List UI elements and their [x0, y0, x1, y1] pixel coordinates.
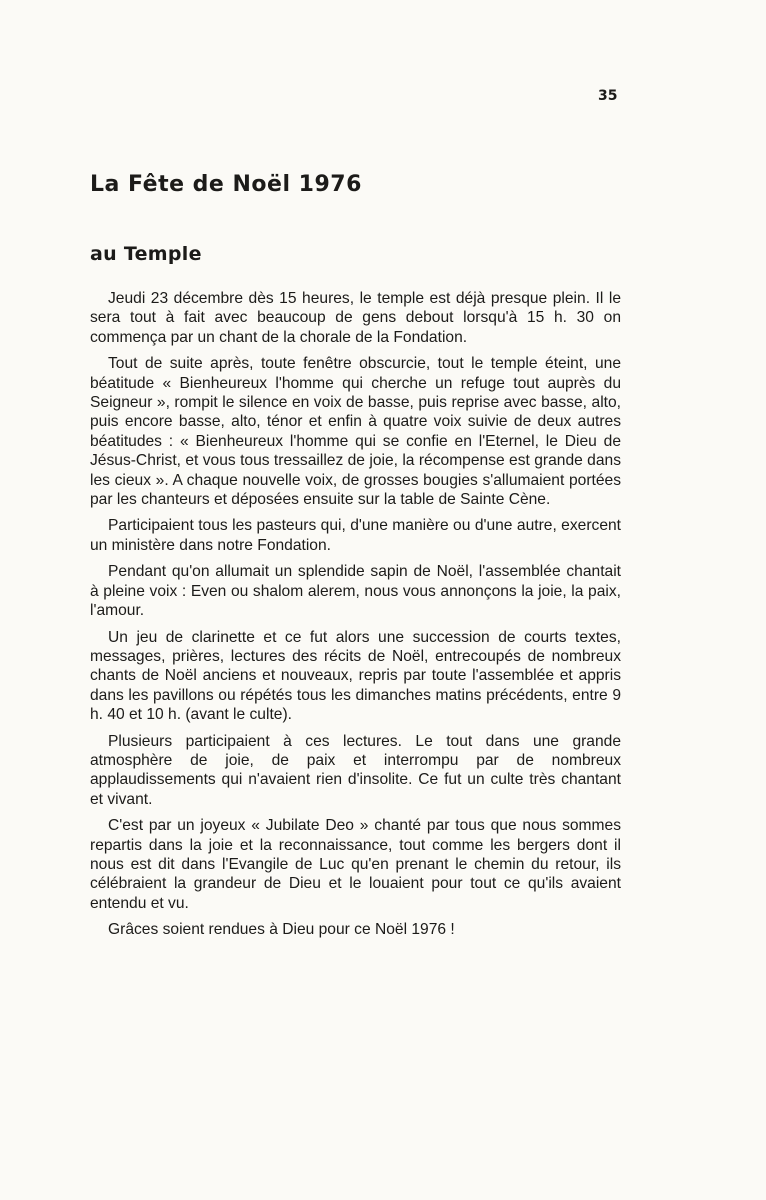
- paragraph: Participaient tous les pasteurs qui, d'une manière ou d'une autre, exercent un ministère dans notre Fondation.: [90, 517, 621, 554]
- page-number: 35: [598, 88, 618, 104]
- paragraph: Grâces soient rendues à Dieu pour ce Noël 1976 !: [108, 921, 455, 939]
- paragraph: Pendant qu'on allumait un splendide sapin de Noël, l'assemblée chantait à pleine voix : Even ou shalom alerem, nous vous annonçons la joie, la paix, l'amour.: [90, 563, 621, 620]
- paragraph: Jeudi 23 décembre dès 15 heures, le temple est déjà presque plein. Il le sera tout à fait avec beaucoup de gens debout lorsqu'à 15 h. 30 on commença par un chant de la chorale de la Fondation.: [90, 290, 621, 346]
- paragraph: Plusieurs participaient à ces lectures. Le tout dans une grande atmosphère de joie, de paix et interrompu par de nombreux applaudissements qui n'avaient rien d'insolite. Ce fut un culte très chantant et vivant.: [90, 732, 621, 808]
- paragraph: Tout de suite après, toute fenêtre obscurcie, tout le temple éteint, une béatitude « Bienheureux l'homme qui cherche un refuge tout auprès du Seigneur », rompit le silence en voix de basse, puis reprise avec basse, alto, puis encore basse, alto, ténor et enfin à quatre voix suivie de deux autres béatitudes : « Bienheureux l'homme qui se confie en l'Eternel, le Dieu de Jésus-Christ, et vous tous tressaillez de joie, la récompense est grande dans les cieux ». A chaque nouvelle voix, de grosses bougies s'allumaient portées par les chanteurs et déposées ensuite sur la table de Sainte Cène.: [90, 355, 621, 509]
- section-subtitle: au Temple: [90, 243, 202, 265]
- article-title: La Fête de Noël 1976: [90, 172, 362, 197]
- article-body: [90, 289, 621, 947]
- paragraph: C'est par un joyeux « Jubilate Deo » chanté par tous que nous sommes repartis dans la joie et la reconnaissance, tout comme les bergers dont il nous est dit dans l'Evangile de Luc qu'en prenant le chemin du retour, ils célébraient la grandeur de Dieu et le louaient pour tout ce qu'ils avaient entendu et vu.: [90, 817, 621, 912]
- paragraph: Un jeu de clarinette et ce fut alors une succession de courts textes, messages, prières, lectures des récits de Noël, entrecoupés de nombreux chants de Noël anciens et nouveaux, repris par toute l'assemblée et appris dans les pavillons ou répétés tous les dimanches matins précédents, entre 9 h. 40 et 10 h. (avant le culte).: [90, 628, 621, 724]
